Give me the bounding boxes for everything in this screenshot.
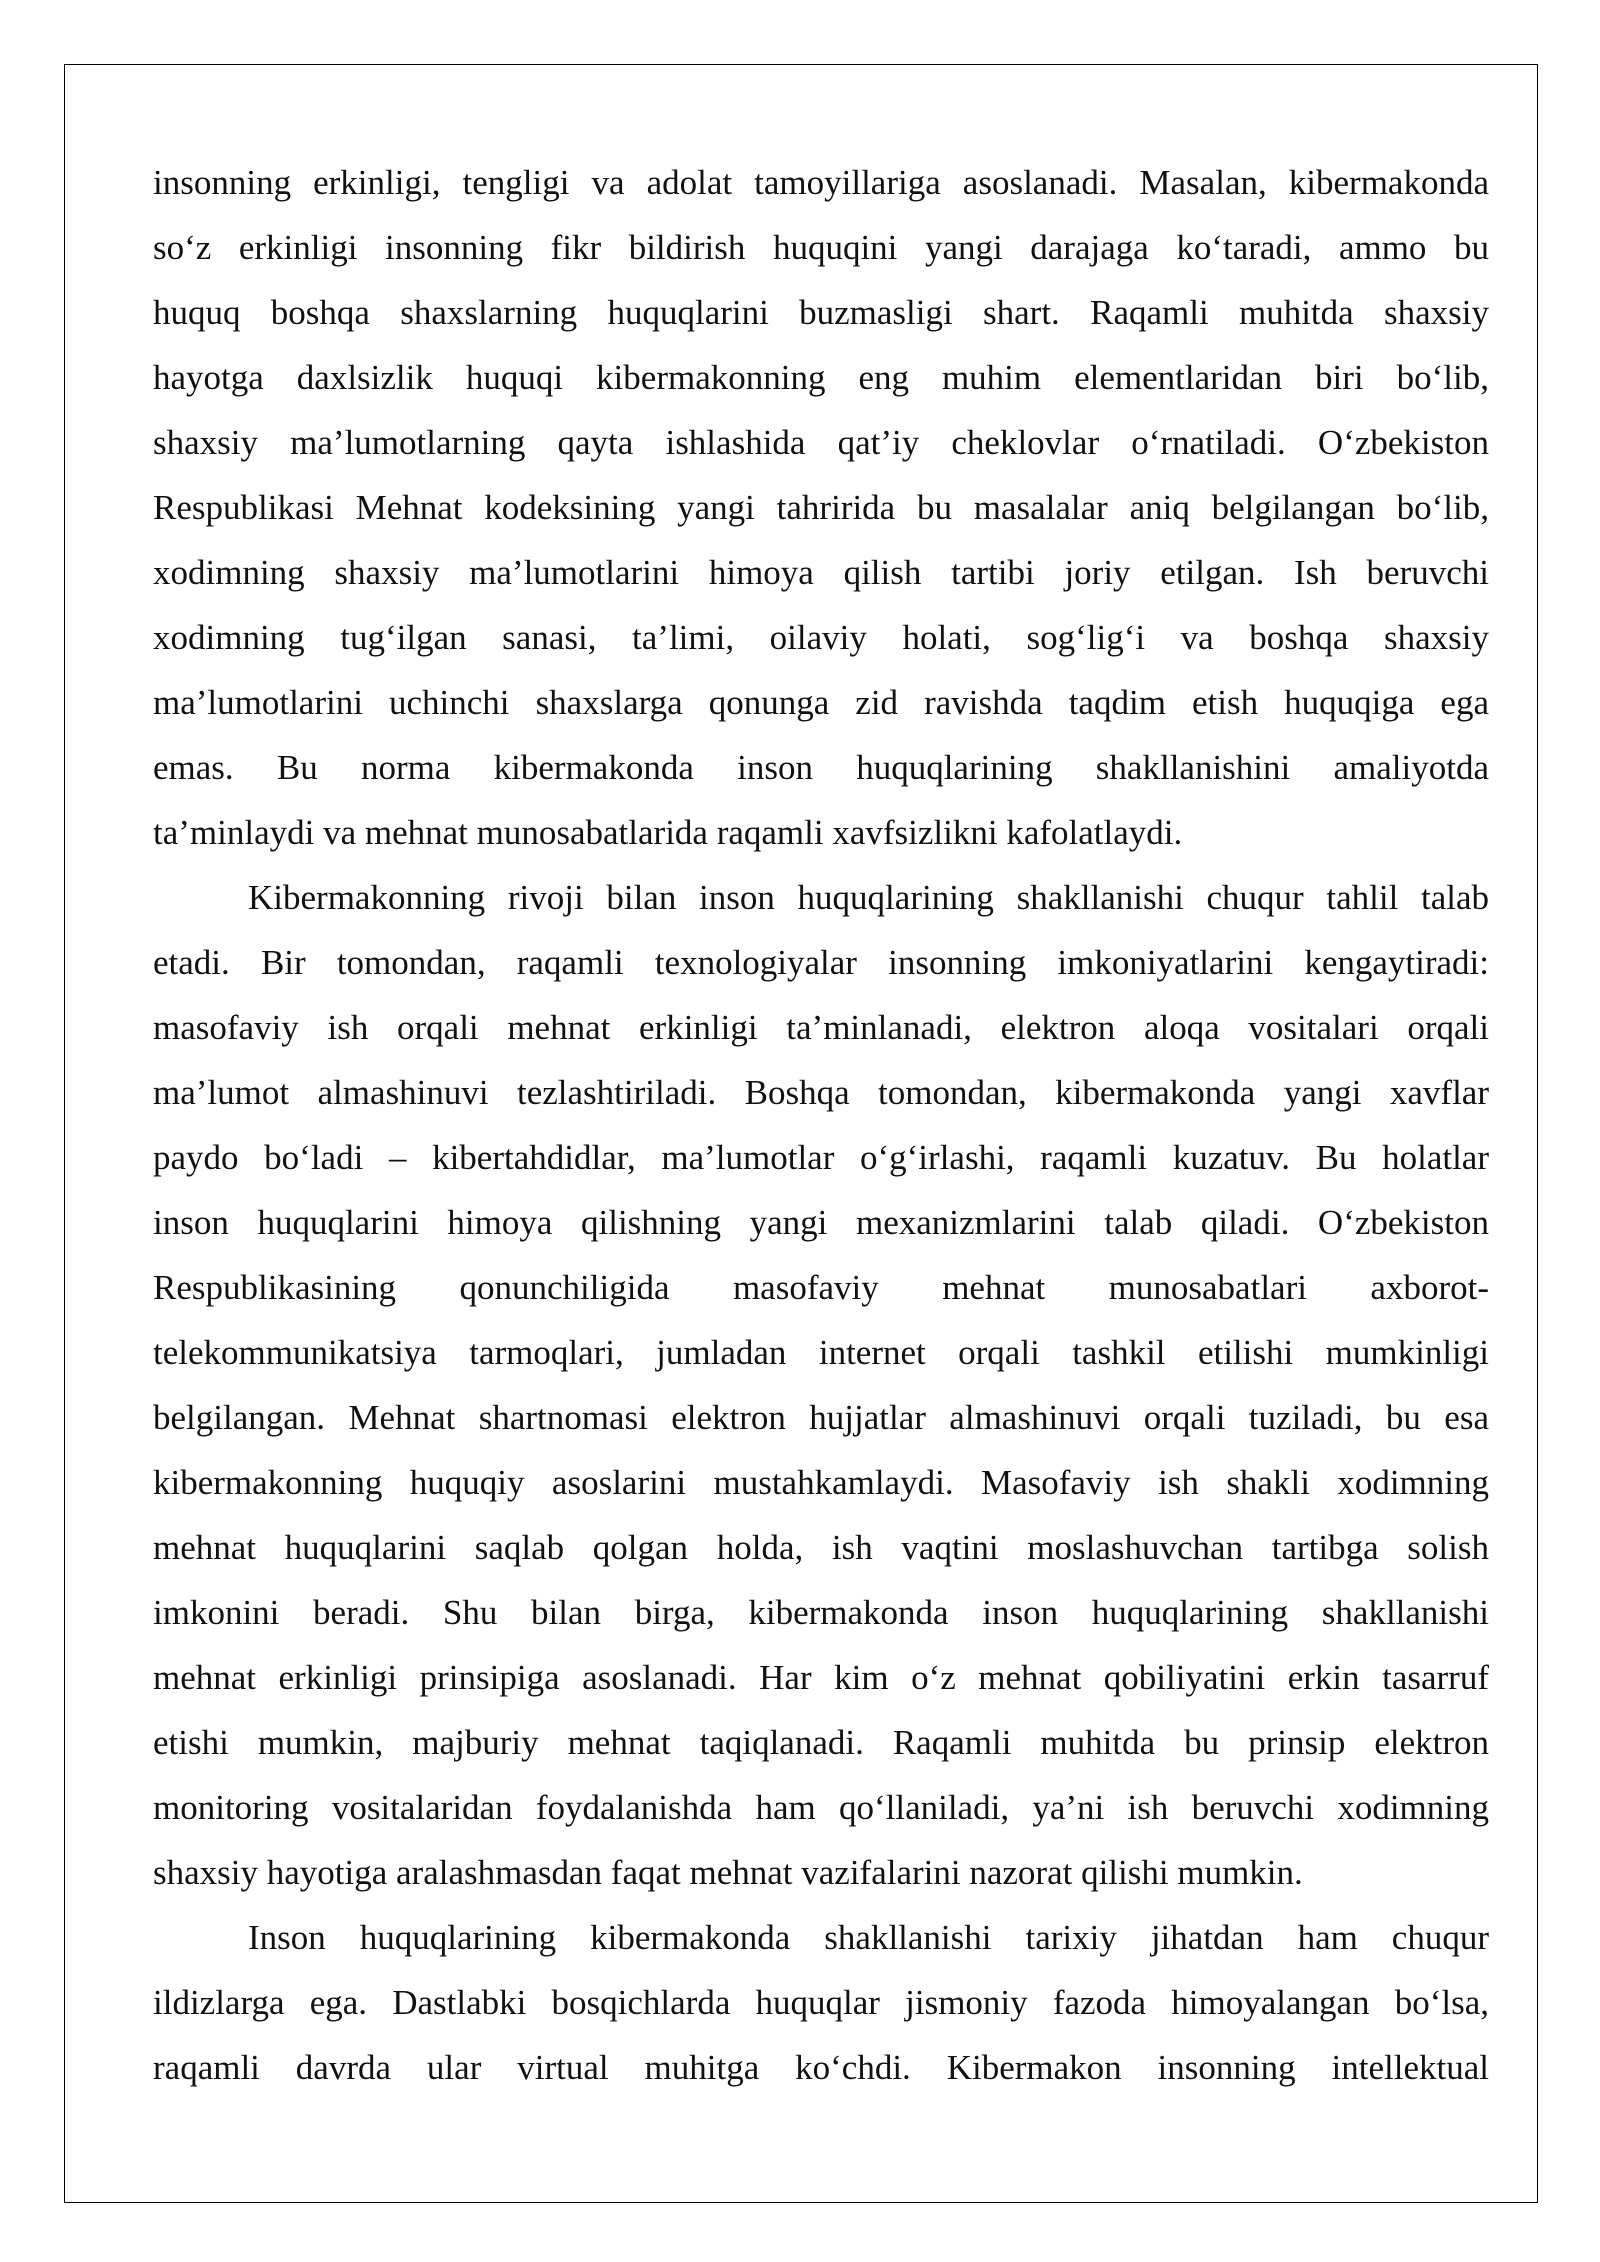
text-line: Respublikasi Mehnat kodeksining yangi tahririda bu masalalar aniq belgilangan bo‘lib, bbox=[153, 488, 1489, 527]
text-line: mehnat huquqlarini saqlab qolgan holda, ish vaqtini moslashuvchan tartibga solish bbox=[153, 1528, 1489, 1567]
document-body bbox=[153, 150, 1489, 2100]
paragraph bbox=[153, 1905, 1489, 2100]
text-line: hayotga daxlsizlik huquqi kibermakonning eng muhim elementlaridan biri bo‘lib, bbox=[153, 358, 1489, 397]
text-line: masofaviy ish orqali mehnat erkinligi ta’minlanadi, elektron aloqa vositalari orqali bbox=[153, 1008, 1489, 1047]
text-line: kibermakonning huquqiy asoslarini mustahkamlaydi. Masofaviy ish shakli xodimning bbox=[153, 1463, 1489, 1502]
text-line: raqamli davrda ular virtual muhitga ko‘chdi. Kibermakon insonning intellektual bbox=[153, 2048, 1489, 2087]
text-line: shaxsiy hayotiga aralashmasdan faqat mehnat vazifalarini nazorat qilishi mumkin. bbox=[153, 1853, 1303, 1892]
text-line: huquq boshqa shaxslarning huquqlarini buzmasligi shart. Raqamli muhitda shaxsiy bbox=[153, 293, 1489, 332]
text-line: imkonini beradi. Shu bilan birga, kibermakonda inson huquqlarining shakllanishi bbox=[153, 1593, 1489, 1632]
paragraph bbox=[153, 865, 1489, 1905]
text-line: monitoring vositalaridan foydalanishda ham qo‘llaniladi, ya’ni ish beruvchi xodimning bbox=[153, 1788, 1489, 1827]
text-line: Respublikasining qonunchiligida masofaviy mehnat munosabatlari axborot- bbox=[153, 1268, 1489, 1307]
text-line: mehnat erkinligi prinsipiga asoslanadi. Har kim o‘z mehnat qobiliyatini erkin tasarruf bbox=[153, 1658, 1489, 1697]
text-line: insonning erkinligi, tengligi va adolat tamoyillariga asoslanadi. Masalan, kibermakonda bbox=[153, 163, 1489, 202]
text-line: inson huquqlarini himoya qilishning yangi mexanizmlarini talab qiladi. O‘zbekiston bbox=[153, 1203, 1489, 1242]
text-line: belgilangan. Mehnat shartnomasi elektron hujjatlar almashinuvi orqali tuziladi, bu esa bbox=[153, 1398, 1489, 1437]
text-line: emas. Bu norma kibermakonda inson huquqlarining shakllanishini amaliyotda bbox=[153, 748, 1489, 787]
text-line: paydo bo‘ladi – kibertahdidlar, ma’lumotlar o‘g‘irlashi, raqamli kuzatuv. Bu holatlar bbox=[153, 1138, 1489, 1177]
text-line: Inson huquqlarining kibermakonda shakllanishi tarixiy jihatdan ham chuqur bbox=[248, 1918, 1489, 1957]
text-line: etishi mumkin, majburiy mehnat taqiqlanadi. Raqamli muhitda bu prinsip elektron bbox=[153, 1723, 1489, 1762]
text-line: so‘z erkinligi insonning fikr bildirish huquqini yangi darajaga ko‘taradi, ammo bu bbox=[153, 228, 1489, 267]
text-line: ma’lumot almashinuvi tezlashtiriladi. Boshqa tomondan, kibermakonda yangi xavflar bbox=[153, 1073, 1489, 1112]
text-line: etadi. Bir tomondan, raqamli texnologiyalar insonning imkoniyatlarini kengaytiradi: bbox=[153, 943, 1489, 982]
text-line: ma’lumotlarini uchinchi shaxslarga qonunga zid ravishda taqdim etish huquqiga ega bbox=[153, 683, 1489, 722]
text-line: ta’minlaydi va mehnat munosabatlarida raqamli xavfsizlikni kafolatlaydi. bbox=[153, 813, 1183, 852]
text-line: ildizlarga ega. Dastlabki bosqichlarda huquqlar jismoniy fazoda himoyalangan bo‘lsa, bbox=[153, 1983, 1489, 2022]
text-line: shaxsiy ma’lumotlarning qayta ishlashida qat’iy cheklovlar o‘rnatiladi. O‘zbekiston bbox=[153, 423, 1489, 462]
text-line: xodimning tug‘ilgan sanasi, ta’limi, oilaviy holati, sog‘lig‘i va boshqa shaxsiy bbox=[153, 618, 1489, 657]
text-line: xodimning shaxsiy ma’lumotlarini himoya qilish tartibi joriy etilgan. Ish beruvchi bbox=[153, 553, 1489, 592]
paragraph bbox=[153, 150, 1489, 865]
text-line: telekommunikatsiya tarmoqlari, jumladan internet orqali tashkil etilishi mumkinligi bbox=[153, 1333, 1489, 1372]
text-line: Kibermakonning rivoji bilan inson huquqlarining shakllanishi chuqur tahlil talab bbox=[248, 878, 1489, 917]
